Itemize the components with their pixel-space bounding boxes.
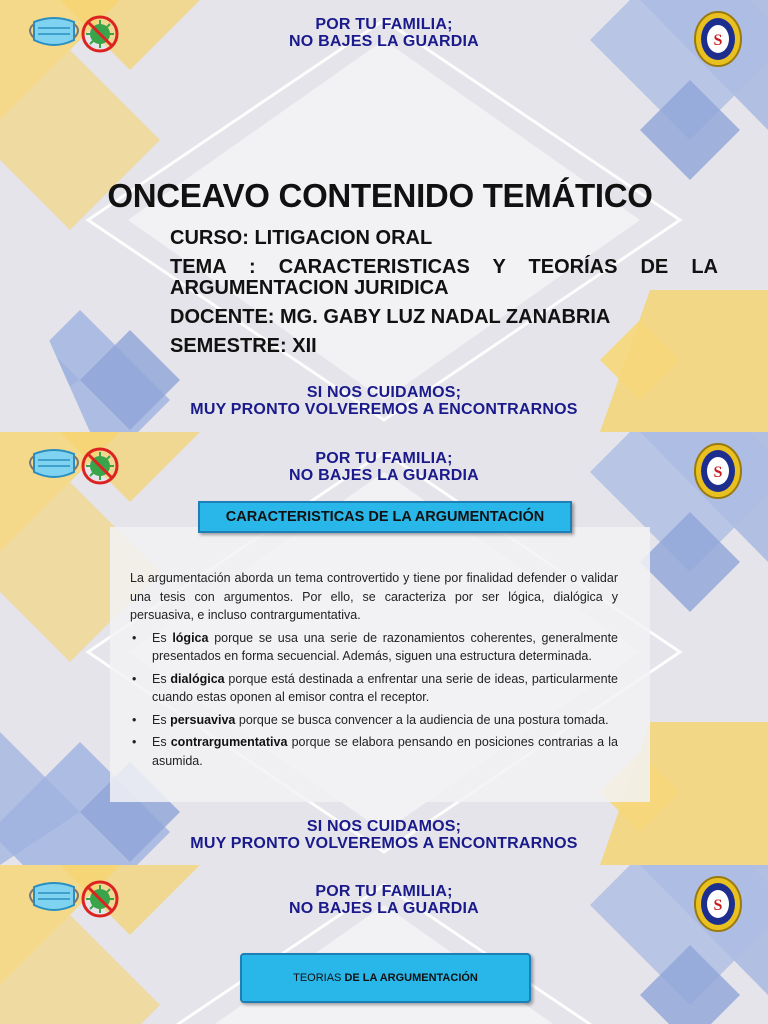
intro-paragraph: La argumentación aborda un tema controvertido y tiene por finalidad defender o validar una tesis con argumentos. Por ello, se caracteriza por ser lógica, dialógica y persuasiva, e incluso contrargumentativa. <box>130 571 618 622</box>
slogan-bottom <box>0 384 768 418</box>
svg-text:S: S <box>713 32 723 49</box>
slide-1 <box>0 0 768 432</box>
list-item: • Es dialógica porque está destinada a enfrentar una serie de ideas, particularmente cuando estas oponen al emisor contra el receptor. <box>132 671 618 704</box>
slogan-top-line1: POR TU FAMILIA; <box>315 450 453 467</box>
slogan-bottom-line2: MUY PRONTO VOLVEREMOS A ENCONTRARNOS <box>190 835 578 852</box>
slogan-top <box>0 883 768 917</box>
svg-text:S: S <box>713 897 723 914</box>
section-heading <box>240 953 531 1003</box>
course-name: CURSO: LITIGACION ORAL <box>170 227 433 249</box>
slogan-top <box>0 16 768 50</box>
slide-background <box>0 0 768 432</box>
slogan-bottom-line2: MUY PRONTO VOLVEREMOS A ENCONTRARNOS <box>190 401 578 418</box>
slogan-top-line1: POR TU FAMILIA; <box>315 16 453 33</box>
list-item: • Es persuaviva porque se busca convencer a la audiencia de una postura tomada. <box>132 712 609 727</box>
slogan-bottom <box>0 818 768 852</box>
course-info <box>170 228 718 365</box>
course-teacher: DOCENTE: MG. GABY LUZ NADAL ZANABRIA <box>170 306 611 328</box>
list-item: • Es contrargumentativa porque se elabora pensando en posiciones contrarias a la asumida. <box>132 735 618 768</box>
slogan-top <box>0 450 768 484</box>
svg-text:S: S <box>713 464 723 481</box>
section-heading: CARACTERISTICAS DE LA ARGUMENTACIÓN <box>198 501 572 533</box>
slogan-top-line1: POR TU FAMILIA; <box>315 883 453 900</box>
argument-text <box>130 569 618 774</box>
slide-3 <box>0 865 768 1024</box>
slogan-top-line2: NO BAJES LA GUARDIA <box>289 467 479 484</box>
list-item: • Es lógica porque se usa una serie de razonamientos coherentes, generalmente presentados en forma secuencial. Además, siguen una estructura determinada. <box>132 630 618 663</box>
characteristics-list <box>130 629 618 771</box>
slogan-top-line2: NO BAJES LA GUARDIA <box>289 33 479 50</box>
page-title: ONCEAVO CONTENIDO TEMÁTICO <box>107 177 653 214</box>
heading-emphasis: DE LA ARGUMENTACIÓN <box>344 972 478 984</box>
slogan-bottom-line1: SI NOS CUIDAMOS; <box>306 818 462 835</box>
course-semester: SEMESTRE: XII <box>170 335 317 357</box>
slide-2 <box>0 432 768 865</box>
slogan-top-line2: NO BAJES LA GUARDIA <box>289 900 479 917</box>
slogan-bottom-line1: SI NOS CUIDAMOS; <box>306 384 462 401</box>
course-topic: TEMA : CARACTERISTICAS Y TEORÍAS DE LA ARGUMENTACION JURIDICA <box>170 256 718 299</box>
heading-prefix: TEORIAS <box>293 972 345 984</box>
